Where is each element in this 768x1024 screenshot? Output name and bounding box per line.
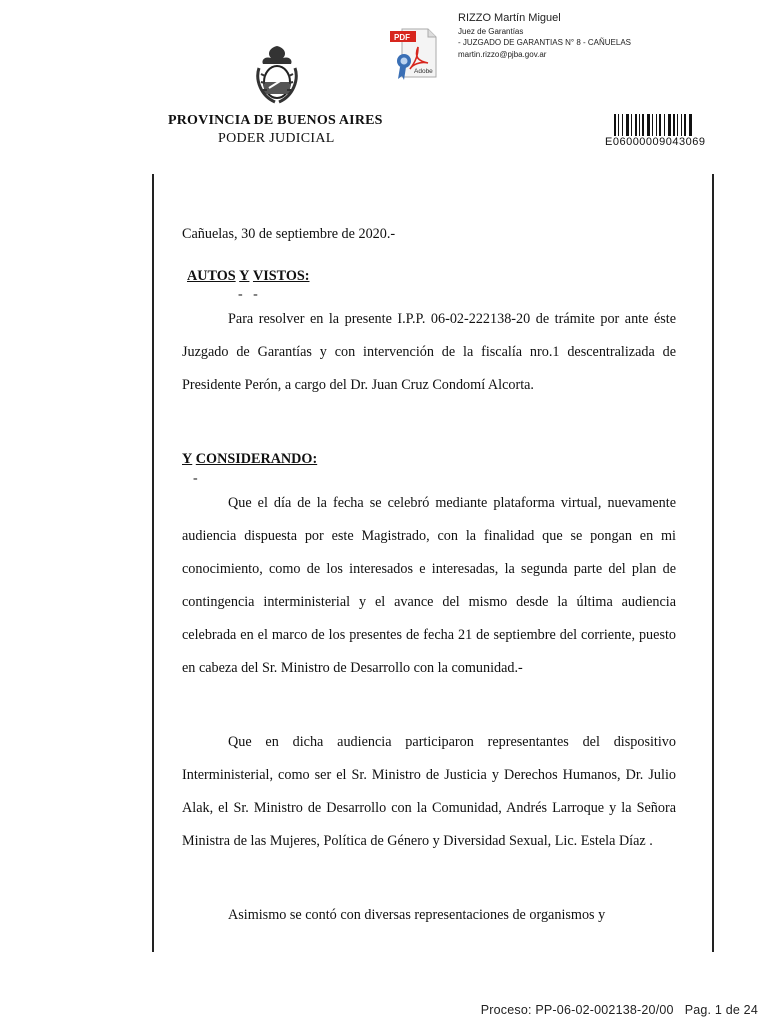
pdf-badge-label: PDF [394,33,410,42]
right-margin-line [712,174,714,952]
barcode-bar [677,114,678,136]
province-title: PROVINCIA DE BUENOS AIRES [168,113,383,128]
barcode-bar [673,114,675,136]
barcode-bar [614,114,616,136]
barcode-bar [618,114,619,136]
signer-email: martin.rizzo@pjba.gov.ar [458,50,547,59]
barcode-bar [656,114,657,136]
barcode-bar [664,114,665,136]
heading-dash-marks: - - [238,287,258,302]
heading-word: Y [239,268,250,284]
heading-dash-mark: - [193,471,198,486]
signer-role: Juez de Garantías [458,27,524,36]
heading-word: VISTOS: [252,268,310,284]
barcode-bar [622,114,623,136]
barcode-bar [639,114,640,136]
adobe-brand-label: Adobe [414,68,433,75]
barcode-bar [684,114,686,136]
left-margin-line [152,174,154,952]
pdf-signature-icon [388,27,440,83]
barcode-bar [681,114,682,136]
barcode-bar [659,114,661,136]
barcode [614,114,708,136]
barcode-id: E06000009043069 [605,136,706,148]
heading-word: AUTOS [187,268,236,284]
heading-word: Y [182,451,193,467]
signer-name: RIZZO Martín Miguel [458,12,561,24]
barcode-bar [668,114,671,136]
coat-of-arms-seal [255,44,299,106]
paragraph-3: Que en dicha audiencia participaron representantes del dispositivo Interministerial, como ser el Sr. Ministro de Justicia y Derechos Humanos, Dr. Julio Alak, el Sr. Ministro de Desarrollo con la Comunidad, Andrés Larroque y la Señora Ministra de las Mujeres, Política de Género y Diversidad Sexual, Lic. Estela Díaz . [182,734,676,849]
process-page-footer: Proceso: PP-06-02-002138-20/00 Pag. 1 de 24 [480,1003,758,1017]
paragraph-1: Para resolver en la presente I.P.P. 06-02-222138-20 de trámite por ante éste Juzgado de Garantías y con intervención de la fiscalía nro.1 descentralizada de Presidente Perón, a cargo del Dr. Juan Cruz Condomí Alcorta. [182,311,676,393]
barcode-bar [647,114,650,136]
paragraph-4: Asimismo se contó con diversas representaciones de organismos y [228,907,606,923]
section-heading-considerando [182,443,317,476]
barcode-bar [635,114,637,136]
barcode-bar [631,114,632,136]
barcode-bar [642,114,644,136]
barcode-bar [689,114,692,136]
heading-word: CONSIDERANDO: [195,451,318,467]
signer-court: - JUZGADO DE GARANTIAS N° 8 - CAÑUELAS [458,38,632,47]
paragraph-2: Que el día de la fecha se celebró mediante plataforma virtual, nuevamente audiencia dispuesta por este Magistrado, con la finalidad que se pongan en mi conocimiento, como de los interesados e interesadas, la segunda parte del plan de contingencia interministerial y el avance del mismo desde la última audiencia celebrada en el marco de los presentes de fecha 21 de septiembre del corriente, puesto en cabeza del Sr. Ministro de Desarrollo con la comunidad.- [182,495,676,676]
judicial-branch-title: PODER JUDICIAL [218,131,335,146]
date-line: Cañuelas, 30 de septiembre de 2020.- [182,226,396,242]
barcode-bar [652,114,653,136]
barcode-bar [626,114,629,136]
